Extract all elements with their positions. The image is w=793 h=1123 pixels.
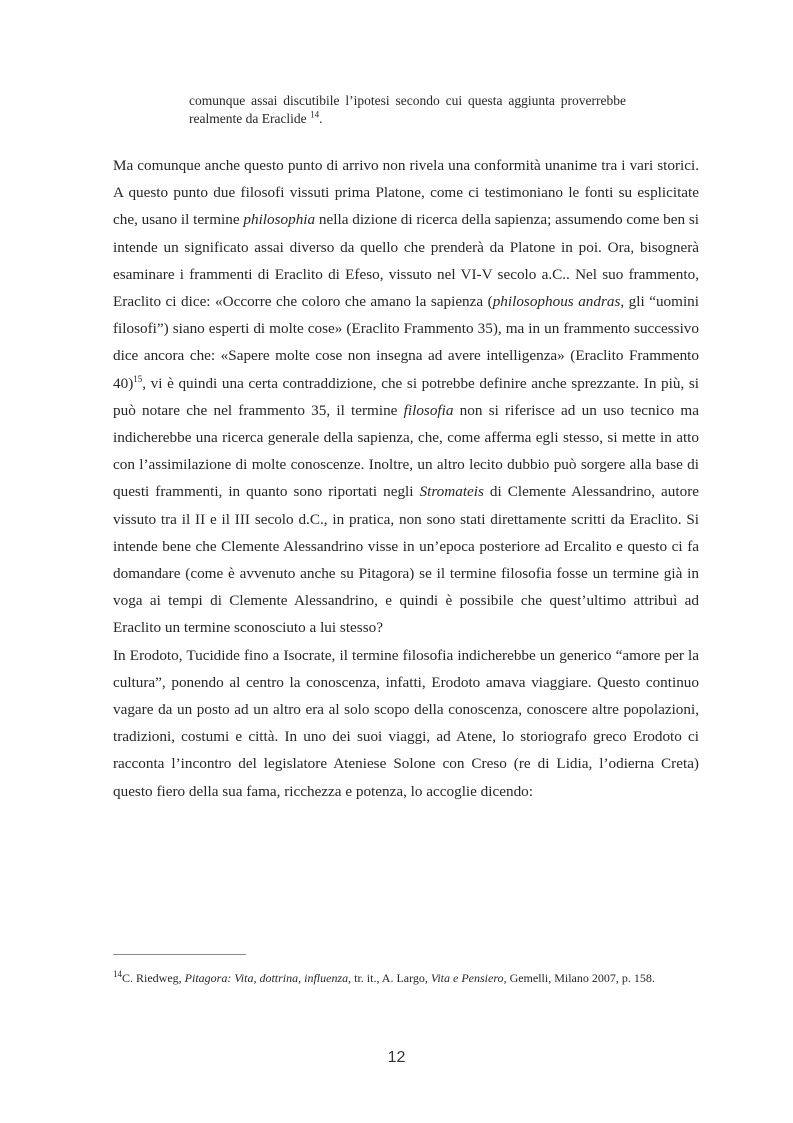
paragraph-1-part-2: nella dizione di ricerca della sapienza; assumendo come ben si intende un significato assai diverso da quello che prenderà da Platone in poi. Ora, bisognerà esaminare i frammenti di Eraclito di Efeso, vissuto nel VI-V secolo a.C.. Nel suo frammento, Eraclito ci dice: «Occorre che coloro che amano la sapienza ( (113, 211, 699, 311)
paragraph-1-part-5: non si riferisce ad un uso tecnico ma indicherebbe una ricerca generale della sapienza, che, come afferma egli stesso, si mette in atto con l’assimilazione di molte conoscenze. Inoltre, un altro lecito dubbio può sorgere alla base di questi frammenti, in quanto sono riportati negli (113, 401, 699, 501)
paragraph-1-part-1: Ma comunque anche questo punto di arrivo non rivela una conformità unanime tra i vari storici. A questo punto due filosofi vissuti prima Platone, come ci testimoniano le fonti su esplicitate che, usano il termine (113, 157, 699, 229)
paragraph-2: In Erodoto, Tucidide fino a Isocrate, il termine filosofia indicherebbe un generico “amore per la cultura”, ponendo al centro la conoscenza, infatti, Erodoto amava viaggiare. Questo continuo vagare da un posto ad un altro era al solo scopo della conoscenza, conoscere altre popolazioni, tradizioni, costumi e città. In uno dei suoi viaggi, ad Atene, lo storiografo greco Erodoto ci racconta l’incontro del legislatore Ateniese Solone con Creso (re di Lidia, l’odierna Creta) questo fiero della sua fama, ricchezza e potenza, lo accoglie dicendo: (113, 646, 699, 800)
footnote-ref-15[interactable]: 15 (133, 373, 143, 384)
footnote-title: Pitagora: Vita, dottrina, influenza (184, 971, 349, 985)
quote-body: comunque assai discutibile l’ipotesi secondo cui questa aggiunta proverrebbe realmente da Eraclide (189, 93, 626, 126)
footnote-14-text (113, 970, 699, 986)
paragraph-1-part-4: , vi è quindi una certa contraddizione, che si potrebbe definire anche sprezzante. In più, si può notare che nel frammento 35, il termine (113, 374, 699, 419)
term-philosophia: philosophia (243, 211, 316, 229)
footnote-14 (113, 970, 699, 986)
footnote-series: Vita e Pensiero (430, 971, 504, 985)
footnote-translator: , tr. it., A. Largo, (348, 971, 431, 985)
footnote-author: C. Riedweg, (122, 971, 185, 985)
footnote-number: 14 (113, 969, 122, 979)
paragraph-1-part-3: , gli “uomini filosofi”) siano esperti di molte cose» (Eraclito Frammento 35), ma in un frammento successivo dice ancora che: «Sapere molte cose non insegna ad avere intelligenza» (Eraclito Frammento 40) (113, 293, 699, 392)
term-filosofia: filosofia (403, 401, 454, 419)
paragraph-1 (113, 152, 699, 642)
quote-end: . (319, 111, 323, 126)
footnote-publisher: , Gemelli, Milano 2007, p. 158. (503, 971, 655, 985)
block-quote (189, 92, 626, 128)
body-text (113, 152, 699, 805)
block-quote-text (189, 92, 626, 128)
footnote-separator (113, 954, 246, 955)
term-philosophous-andras: philosophous andras (492, 293, 621, 311)
footnote-ref-14[interactable]: 14 (310, 109, 320, 120)
paragraph-1-part-6: di Clemente Alessandrino, autore vissuto tra il II e il III secolo d.C., in pratica, non sono stati direttamente scritti da Eraclito. Si intende bene che Clemente Alessandrino visse in un’epoca posteriore ad Ercalito e questo ci fa domandare (come è avvenuto anche su Pitagora) se il termine filosofia fosse un termine già in voga ai tempi di Clemente Alessandrino, e quindi è possibile che quest’ultimo attribuì ad Eraclito un termine sconosciuto a lui stesso? (113, 483, 700, 637)
term-stromateis: Stromateis (419, 483, 484, 501)
page-number: 12 (387, 1049, 406, 1066)
